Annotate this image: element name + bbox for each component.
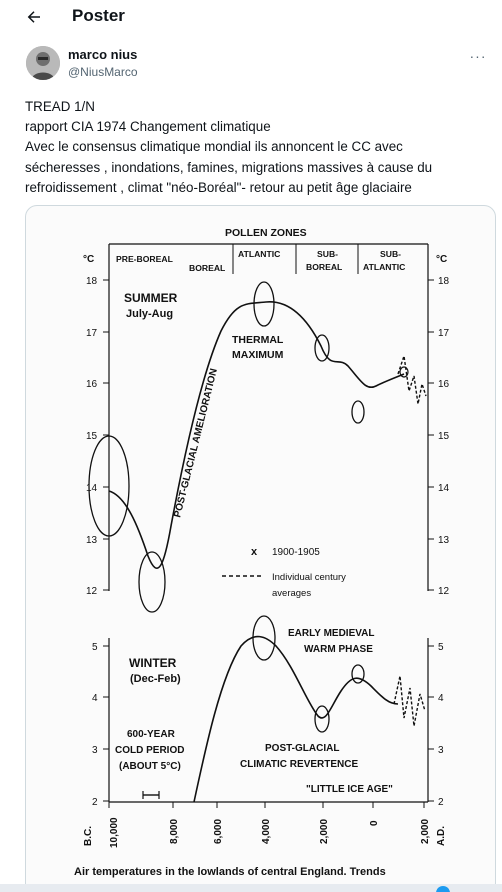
tweet-image[interactable]	[25, 205, 496, 892]
summer-label: SUMMER	[124, 291, 178, 305]
zone-label: ATLANTIC	[363, 262, 406, 272]
tick-label: 16	[86, 379, 98, 390]
thermal-label-line1: THERMAL	[232, 334, 284, 346]
more-button[interactable]	[468, 48, 488, 64]
tweet-author	[26, 46, 486, 86]
tick-label: 15	[86, 431, 98, 442]
zone-label: ATLANTIC	[238, 249, 281, 259]
x-tick-label: 2,000	[319, 818, 330, 844]
tick-label: 14	[438, 483, 450, 494]
summer-century-averages	[398, 356, 426, 404]
winter-curve	[194, 637, 398, 802]
legend-x-marker: x	[251, 546, 258, 558]
tick-label: 17	[438, 328, 450, 339]
tweet-line: TREAD 1/N	[25, 99, 95, 114]
summer-subtitle: July-Aug	[126, 308, 174, 320]
tick-label: 12	[86, 586, 98, 597]
author-name[interactable]: marco nius	[68, 47, 138, 62]
winter-century-averages	[394, 676, 425, 726]
figure-caption: Air temperatures in the lowlands of central England. Trends	[74, 866, 386, 878]
x-tick-label: 10,000	[109, 817, 120, 848]
winter-label: WINTER	[129, 656, 177, 670]
cold-period-line1: 600-YEAR	[127, 729, 175, 740]
pollen-zones-title: POLLEN ZONES	[225, 227, 307, 239]
legend-x-label: 1900-1905	[272, 547, 320, 558]
winter-subtitle: (Dec-Feb)	[130, 673, 181, 685]
early-medieval-line1: EARLY MEDIEVAL	[288, 628, 375, 639]
thermal-label-line2: MAXIMUM	[232, 349, 284, 361]
x-tick-label: 4,000	[261, 818, 272, 844]
tick-label: 5	[92, 642, 98, 653]
tick-label: 4	[438, 693, 444, 704]
legend-dash-label-line1: Individual century	[272, 572, 346, 583]
page-title: Poster	[72, 6, 125, 25]
tick-label: 2	[92, 797, 98, 808]
unit-left: °C	[83, 254, 95, 265]
tweet-line: refroidissement , climat "néo-Boréal"- retour au petit âge glaciaire	[25, 179, 412, 195]
tweet-line: Avec le consensus climatique mondial ils annoncent le CC avec	[25, 139, 403, 155]
tick-label: 13	[86, 535, 98, 546]
tick-label: 15	[438, 431, 450, 442]
zone-label: SUB-	[380, 249, 402, 259]
tweet-text	[25, 97, 495, 198]
tick-label: 2	[438, 797, 444, 808]
avatar-image	[26, 46, 60, 80]
x-tick-label: 8,000	[169, 818, 180, 844]
cold-period-line2: COLD PERIOD	[115, 745, 185, 756]
back-button[interactable]	[20, 3, 48, 31]
tick-label: 17	[86, 328, 98, 339]
little-ice-age-label: "LITTLE ICE AGE"	[306, 784, 393, 795]
tick-label: 3	[92, 745, 98, 756]
revertence-line1: POST-GLACIAL	[265, 743, 340, 754]
zone-label: SUB-	[317, 249, 339, 259]
zone-label: BOREAL	[306, 262, 343, 272]
top-bar	[0, 0, 502, 34]
x-tick-label: 2,000	[420, 818, 431, 844]
legend-dash-label-line2: averages	[272, 588, 312, 599]
tick-label: 13	[438, 535, 450, 546]
cold-period-line3: (ABOUT 5°C)	[119, 761, 181, 772]
x-axis-ad-label: A.D.	[436, 826, 447, 846]
amelioration-label: POST-GLACIAL AMELIORATION	[172, 367, 220, 519]
author-handle[interactable]: @NiusMarco	[68, 65, 138, 79]
tick-label: 18	[438, 276, 450, 287]
arrow-left-icon	[25, 8, 43, 26]
tick-label: 14	[86, 483, 98, 494]
x-tick-label: 0	[369, 820, 380, 826]
early-medieval-line2: WARM PHASE	[304, 644, 373, 655]
tick-label: 16	[438, 379, 450, 390]
revertence-line2: CLIMATIC REVERTENCE	[240, 759, 359, 770]
tweet-line: rapport CIA 1974 Changement climatique	[25, 119, 271, 135]
tick-label: 4	[92, 693, 98, 704]
tick-label: 12	[438, 586, 450, 597]
zone-label: BOREAL	[189, 263, 226, 273]
tick-label: 5	[438, 642, 444, 653]
zone-label: PRE-BOREAL	[116, 254, 173, 264]
winter-left-ticks	[92, 642, 109, 808]
summer-right-ticks	[428, 276, 450, 597]
unit-right: °C	[436, 254, 448, 265]
x-axis	[83, 802, 447, 848]
more-dots-icon: ···	[469, 48, 487, 64]
winter-right-ticks	[428, 642, 444, 808]
avatar[interactable]	[26, 46, 60, 80]
x-tick-label: 6,000	[213, 818, 224, 844]
temperature-figure	[26, 206, 496, 892]
bottom-bar	[0, 884, 502, 892]
tweet-line: sécheresses , inondations, famines, migrations massives à cause du	[25, 159, 433, 175]
tick-label: 18	[86, 276, 98, 287]
x-axis-bc-label: B.C.	[83, 826, 94, 846]
tick-label: 3	[438, 745, 444, 756]
